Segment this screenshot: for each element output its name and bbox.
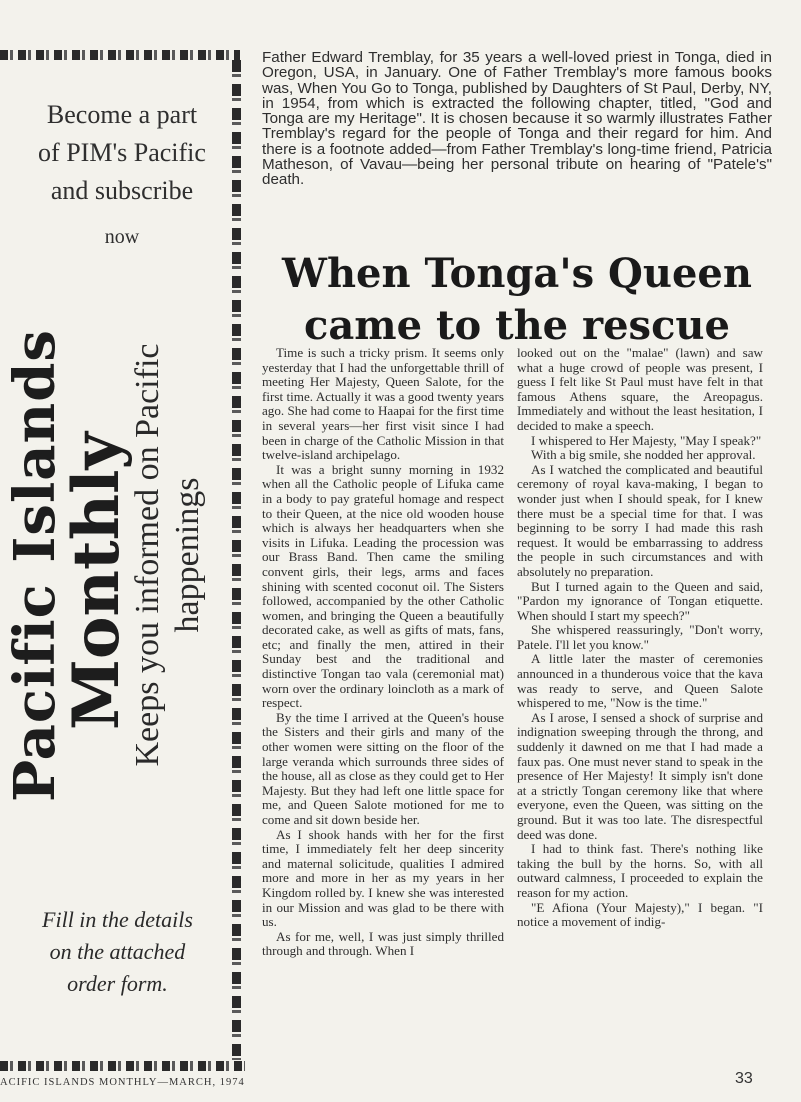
- paragraph: A little later the master of ceremonies announced in a thunderous voice that the kava was ready to serve, and Queen Salote whispered to me, "Now is the time.": [517, 651, 763, 711]
- paragraph: She whispered reassuringly, "Don't worry, Patele. I'll let you know.": [517, 622, 763, 652]
- paragraph: By the time I arrived at the Queen's house the Sisters and their girls and many of the other women were sitting on the floor of the large veranda which surrounds three sides of the house, all as close as they could get to Her Majesty. But they had left one little space for me, and Queen Salote motioned for me to come and sit down beside her.: [262, 709, 504, 827]
- headline-line-1: When Tonga's Queen: [282, 250, 752, 297]
- advert-top-border: [0, 50, 240, 60]
- advert-side-border: [232, 60, 241, 1060]
- paragraph: I whispered to Her Majesty, "May I speak?": [531, 432, 762, 448]
- advert-masthead-monthly: Monthly: [59, 432, 134, 730]
- article-column-right: [517, 346, 763, 930]
- paragraph: With a big smile, she nodded her approval.: [531, 447, 756, 463]
- advert-fill-line-1: Fill in the details: [42, 907, 193, 932]
- paragraph: looked out on the "malae" (lawn) and saw what a huge crowd of people was present, I guess I felt like St Paul must have felt in that famous Athens square, the Areopagus. Immediately and without the least hesitation, I decided to make a speech.: [517, 345, 763, 433]
- advert-become-line-1: Become a part: [46, 100, 198, 129]
- advert-now: now: [104, 226, 140, 248]
- advert-tagline-line-1: Keeps you informed on Pacific: [129, 343, 166, 767]
- advert-tagline-line-2: happenings: [169, 477, 206, 633]
- article-intro: Father Edward Tremblay, for 35 years a well-loved priest in Tonga, died in Oregon, USA, in January. One of Father Tremblay's more famous books was, When You Go to Tonga, published by Daughters of St Paul, Derby, NY, in 1954, from which is extracted the following chapter, titled, "God and Tonga are my Heritage". It is chosen because it so warmly illustrates Father Tremblay's regard for the people of Tonga and their regard for him. And there is a footnote added—from Father Tremblay's long-time friend, Patricia Matheson, of Vavau—being her personal tribute on hearing of "Patele's" death.: [262, 49, 772, 189]
- paragraph: As I watched the complicated and beautiful ceremony of royal kava-making, I began to wonder just when I should speak, for I knew there must be a special time for that. I was beginning to be sorry I had made this rash request. It would be embarrassing to address the people in such circumstances and with absolutely no preparation.: [517, 461, 763, 579]
- article-headline: [262, 248, 772, 352]
- paragraph: As I shook hands with her for the first time, I immediately felt her deep sincerity and maternal solicitude, qualities I admired more and more in her as my years in her Kingdom rolled by. I knew she was interested in our Mission and was glad to be there with us.: [262, 826, 504, 930]
- paragraph: As for me, well, I was just simply thrilled through and through. When I: [262, 928, 504, 959]
- advert-order-form-note: [10, 904, 225, 1000]
- paragraph: As I arose, I sensed a shock of surprise and indignation sweeping through the throng, and suddenly it dawned on me that I had made a faux pas. One must never stand to speak in the presence of Her Majesty! It simply isn't done at a strictly Tongan ceremony like that where everyone, even the Queen, was sitting on the ground. But it was too late. The disrespectful deed was done.: [517, 709, 763, 842]
- headline-line-2: came to the rescue: [304, 302, 730, 349]
- advert-masthead-pacific-islands: Pacific Islands: [2, 329, 68, 802]
- paragraph: Time is such a tricky prism. It seems only yesterday that I had the unforgettable thrill of meeting Her Majesty, Queen Salote, for the first time. Actually it was a good twenty years ago. She had come to Haapai for the first time in several years—her first visit since I had been in charge of the Catholic Mission in that twelve-island archipelago.: [262, 345, 504, 463]
- advert-bottom-border: [0, 1061, 245, 1071]
- advert-fill-line-3: order form.: [67, 971, 168, 996]
- page-number: 33: [735, 1070, 753, 1087]
- advert-become-line-3: and subscribe: [50, 176, 194, 205]
- running-footer: ACIFIC ISLANDS MONTHLY—MARCH, 1974: [0, 1077, 245, 1088]
- advert-become-line-2: of PIM's Pacific: [38, 138, 206, 167]
- paragraph: "E Afiona (Your Majesty)," I began. "I notice a movement of indig-: [517, 899, 763, 930]
- advert-subscribe-heading: [22, 96, 222, 210]
- advert-tagline: [128, 320, 208, 790]
- paragraph: I had to think fast. There's nothing like taking the bull by the horns. So, with all outward calmness, I proceeded to explain the reason for my action.: [517, 841, 763, 900]
- paragraph: It was a bright sunny morning in 1932 when all the Catholic people of Lifuka came in a body to pay grateful homage and respect to their Queen, at the nice old wooden house which is always her headquarters when she visits in Lifuka. Leading the procession was our Brass Band. Then came the smiling convent girls, their legs, arms and faces shining with scented coconut oil. The Sisters followed, accompanied by the other Catholic women, and bringing the Queen a beautifully decorated cake, as well as gifts of mats, fans, etc; and finally the men, attired in their Sunday best and the traditional and distinctive Tongan tao vala (ceremonial mat) worn over the ordinary loincloth as a mark of respect.: [262, 461, 504, 711]
- advert-fill-line-2: on the attached: [49, 939, 186, 964]
- article-column-left: [262, 346, 504, 959]
- paragraph: But I turned again to the Queen and said, "Pardon my ignorance of Tongan etiquette. When should I start my speech?": [517, 578, 763, 623]
